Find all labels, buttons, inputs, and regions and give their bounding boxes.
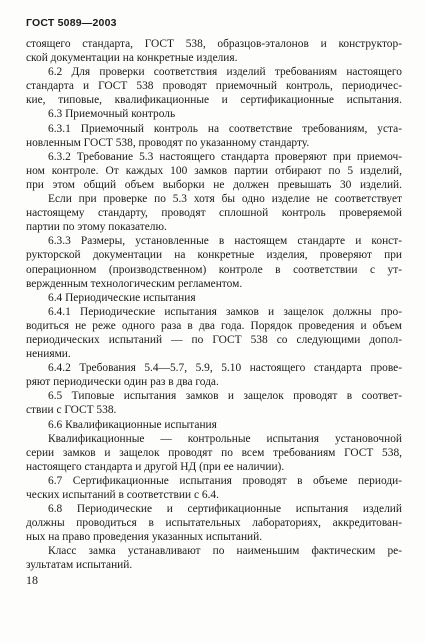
document-header: ГОСТ 5089—2003 xyxy=(26,17,117,29)
text-line: стоящего стандарта, ГОСТ 538, образцов-эталонов и конструктор- xyxy=(26,38,402,50)
text-line: ской документации на конкретные изделия. xyxy=(26,52,238,65)
text-line: 6.3.3 Размеры, установленные в настоящем стандарте и конст- xyxy=(48,235,402,248)
text-line: новленным ГОСТ 538, проводят по указанному стандарту. xyxy=(26,136,310,149)
text-line: Если при проверке по 5.3 хотя бы одно изделие не соответствует xyxy=(48,193,402,206)
document-body xyxy=(26,37,402,573)
text-line: ных на право проведения указанных испытаний. xyxy=(26,531,263,544)
text-line: нениями. xyxy=(26,348,71,361)
text-line: зультатам испытаний. xyxy=(26,559,133,572)
text-line: 6.2 Для проверки соответствия изделий требованиям настоящего xyxy=(48,66,402,79)
text-line: должны проводиться в испытательных лабораториях, аккредитован- xyxy=(26,517,402,530)
text-line: стандарта и ГОСТ 538 проводят приемочный контроль, периодичес- xyxy=(26,80,402,93)
text-line: периодических испытаний — по ГОСТ 538 со следующими допол- xyxy=(26,333,402,346)
text-line: 6.6 Квалификационные испытания xyxy=(48,418,217,431)
text-line: 6.4.1 Периодические испытания замков и защелок должны про- xyxy=(48,305,402,318)
text-line: настоящего стандарта и другой НД (при ее наличии). xyxy=(26,460,285,473)
text-line: серии замков и защелок проводят по всем требованиям ГОСТ 538, xyxy=(26,446,402,459)
text-line: рукторской документации на конкретные изделия, проверяют при xyxy=(26,249,402,262)
text-line: ческих испытаний в соответствии с 6.4. xyxy=(26,489,219,501)
page-number: 18 xyxy=(26,573,38,587)
text-line: при этом общий объем выборки не должен превышать 30 изделий. xyxy=(26,178,402,191)
text-line: операционном (производственном) контроле в соответствии с ут- xyxy=(26,263,402,276)
text-line: водиться не реже одного раза в два года. Порядок проведения и объем xyxy=(26,319,402,332)
text-line: ном контроле. От каждых 100 замков партии отбирают по 5 изделий, xyxy=(26,164,402,177)
text-line: партии по этому показателю. xyxy=(26,221,167,234)
text-line: 6.5 Типовые испытания замков и защелок проводят в соответ- xyxy=(48,390,402,403)
text-line: Квалификационные — контрольные испытания установочной xyxy=(48,432,402,445)
text-line: 6.4.2 Требования 5.4—5.7, 5.9, 5.10 настоящего стандарта прове- xyxy=(48,362,402,375)
text-line: 6.8 Периодические и сертификационные испытания изделий xyxy=(48,503,402,516)
text-line: 6.3.1 Приемочный контроль на соответствие требованиям, уста- xyxy=(48,122,402,135)
text-line: вержденным технологическим регламентом. xyxy=(26,277,243,290)
text-line: настоящему стандарту, проводят сплошной контроль проверяемой xyxy=(26,207,402,220)
text-line: ряют периодически один раз в два года. xyxy=(26,376,219,389)
text-line: кие, типовые, квалификационные и сертификационные испытания. xyxy=(26,94,402,107)
text-line: 6.7 Сертификационные испытания проводят в объеме периоди- xyxy=(48,474,402,487)
text-line: ствии с ГОСТ 538. xyxy=(26,404,117,417)
text-line: 6.3.2 Требование 5.3 настоящего стандарта проверяют при приемоч- xyxy=(48,150,402,163)
text-line: 6.4 Периодические испытания xyxy=(48,291,196,304)
text-line: 6.3 Приемочный контроль xyxy=(48,108,176,121)
text-line: Класс замка устанавливают по наименьшим фактическим ре- xyxy=(48,545,402,558)
